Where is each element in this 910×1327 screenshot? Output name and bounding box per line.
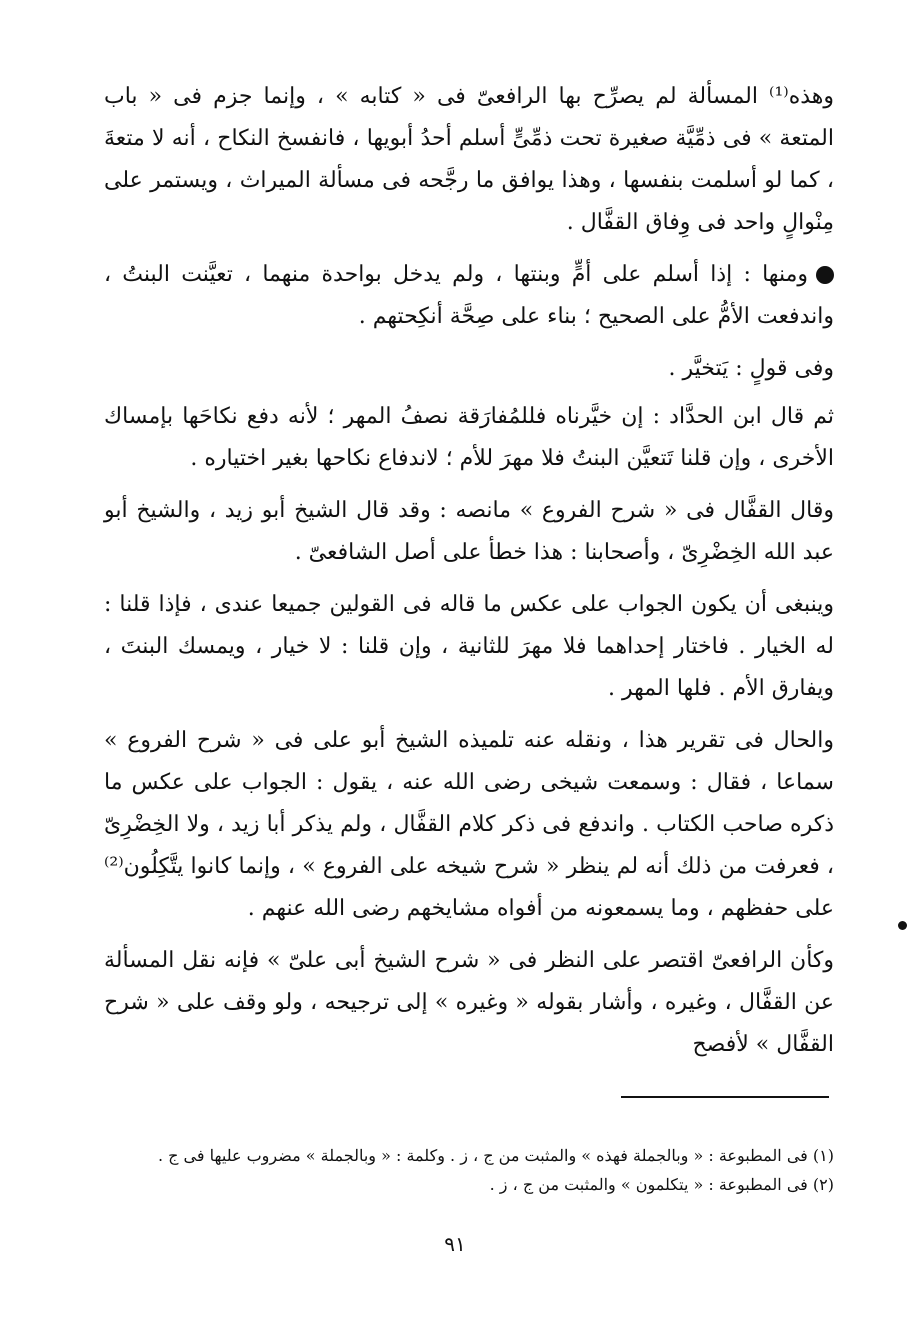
margin-dot-icon xyxy=(898,921,907,930)
paragraph-4: ثم قال ابن الحدَّاد : إن خيَّرناه فللمُفارَقة نصفُ المهر ؛ لأنه دفع نكاحَها بإمساك الأخرى ، وإن قلنا تَتعيَّن البنتُ فلا مهرَ للأم ؛ لاندفاع نكاحها بغير اختياره . xyxy=(104,404,834,471)
paragraph-6: وينبغى أن يكون الجواب على عكس ما قاله فى القولين جميعا عندى ، فإذا قلنا : له الخيار . فاختار إحداهما فلا مهرَ للثانية ، وإن قلنا : لا خيار ، ويمسك البنتَ ، ويفارق الأم . فلها المهر . xyxy=(104,592,834,701)
paragraph-5: وقال القفَّال فى « شرح الفروع » مانصه : وقد قال الشيخ أبو زيد ، والشيخ أبو عبد الله الخِضْرِىّ ، وأصحابنا : هذا خطأ على أصل الشافعىّ . xyxy=(104,498,834,565)
footnote-1: (١) فى المطبوعة : « وبالجملة فهذه » والمثبت من ج ، ز . وكلمة : « وبالجملة » مضروب عليها فى ج . xyxy=(157,1146,834,1165)
bullet-icon xyxy=(816,266,834,284)
paragraph-2-text: ومنها : إذا أسلم على أمٍّ وبنتها ، ولم يدخل بواحدة منهما ، تعيَّنت البنتُ ، واندفعت الأمُّ على الصحيح ؛ بناء على صِحَّة أنكِحتهم . xyxy=(104,262,834,329)
paragraph-2 xyxy=(104,254,834,338)
footnote-2: (٢) فى المطبوعة : « يتكلمون » والمثبت من ج ، ز . xyxy=(489,1175,834,1194)
paragraph-3: وفى قولٍ : يَتخيَّر . xyxy=(668,356,834,381)
paragraph-7: والحال فى تقرير هذا ، ونقله عنه تلميذه الشيخ أبو على فى « شرح الفروع » سماعا ، فقال : وسمعت شيخى رضى الله عنه ، يقول : الجواب على عكس ما ذكره صاحب الكتاب . واندفع فى ذكر كلام القفَّال ، ولم يذكر أبا زيد ، ولا الخِضْرِىّ ، فعرفت من ذلك أنه لم ينظر « شرح شيخه على الفروع » ، وإنما كانوا يتَّكِلُون⁽²⁾ على حفظهم ، وما يسمعونه من أفواه مشايخهم رضى الله عنهم . xyxy=(104,728,834,921)
footnote-divider xyxy=(621,1096,829,1098)
paragraph-1: وهذه⁽¹⁾ المسألة لم يصرِّح بها الرافعىّ فى « كتابه » ، وإنما جزم فى « باب المتعة » فى ذمِّيَّة صغيرة تحت ذمِّىٍّ أسلم أحدُ أبويها ، فانفسخ النكاح ، أنه لا متعةَ ، كما لو أسلمت بنفسها ، وهذا يوافق ما رجَّحه فى مسألة الميراث ، ويستمر على مِنْوالٍ واحد فى وِفاق القفَّال . xyxy=(104,84,834,235)
footnotes xyxy=(104,1141,834,1199)
paragraph-8: وكأن الرافعىّ اقتصر على النظر فى « شرح الشيخ أبى علىّ » فإنه نقل المسألة عن القفَّال ، وغيره ، وأشار بقوله « وغيره » إلى ترجيحه ، ولو وقف على « شرح القفَّال » لأفصح xyxy=(104,948,835,1057)
main-text-body xyxy=(104,76,834,1076)
page-number: ٩١ xyxy=(444,1232,466,1256)
